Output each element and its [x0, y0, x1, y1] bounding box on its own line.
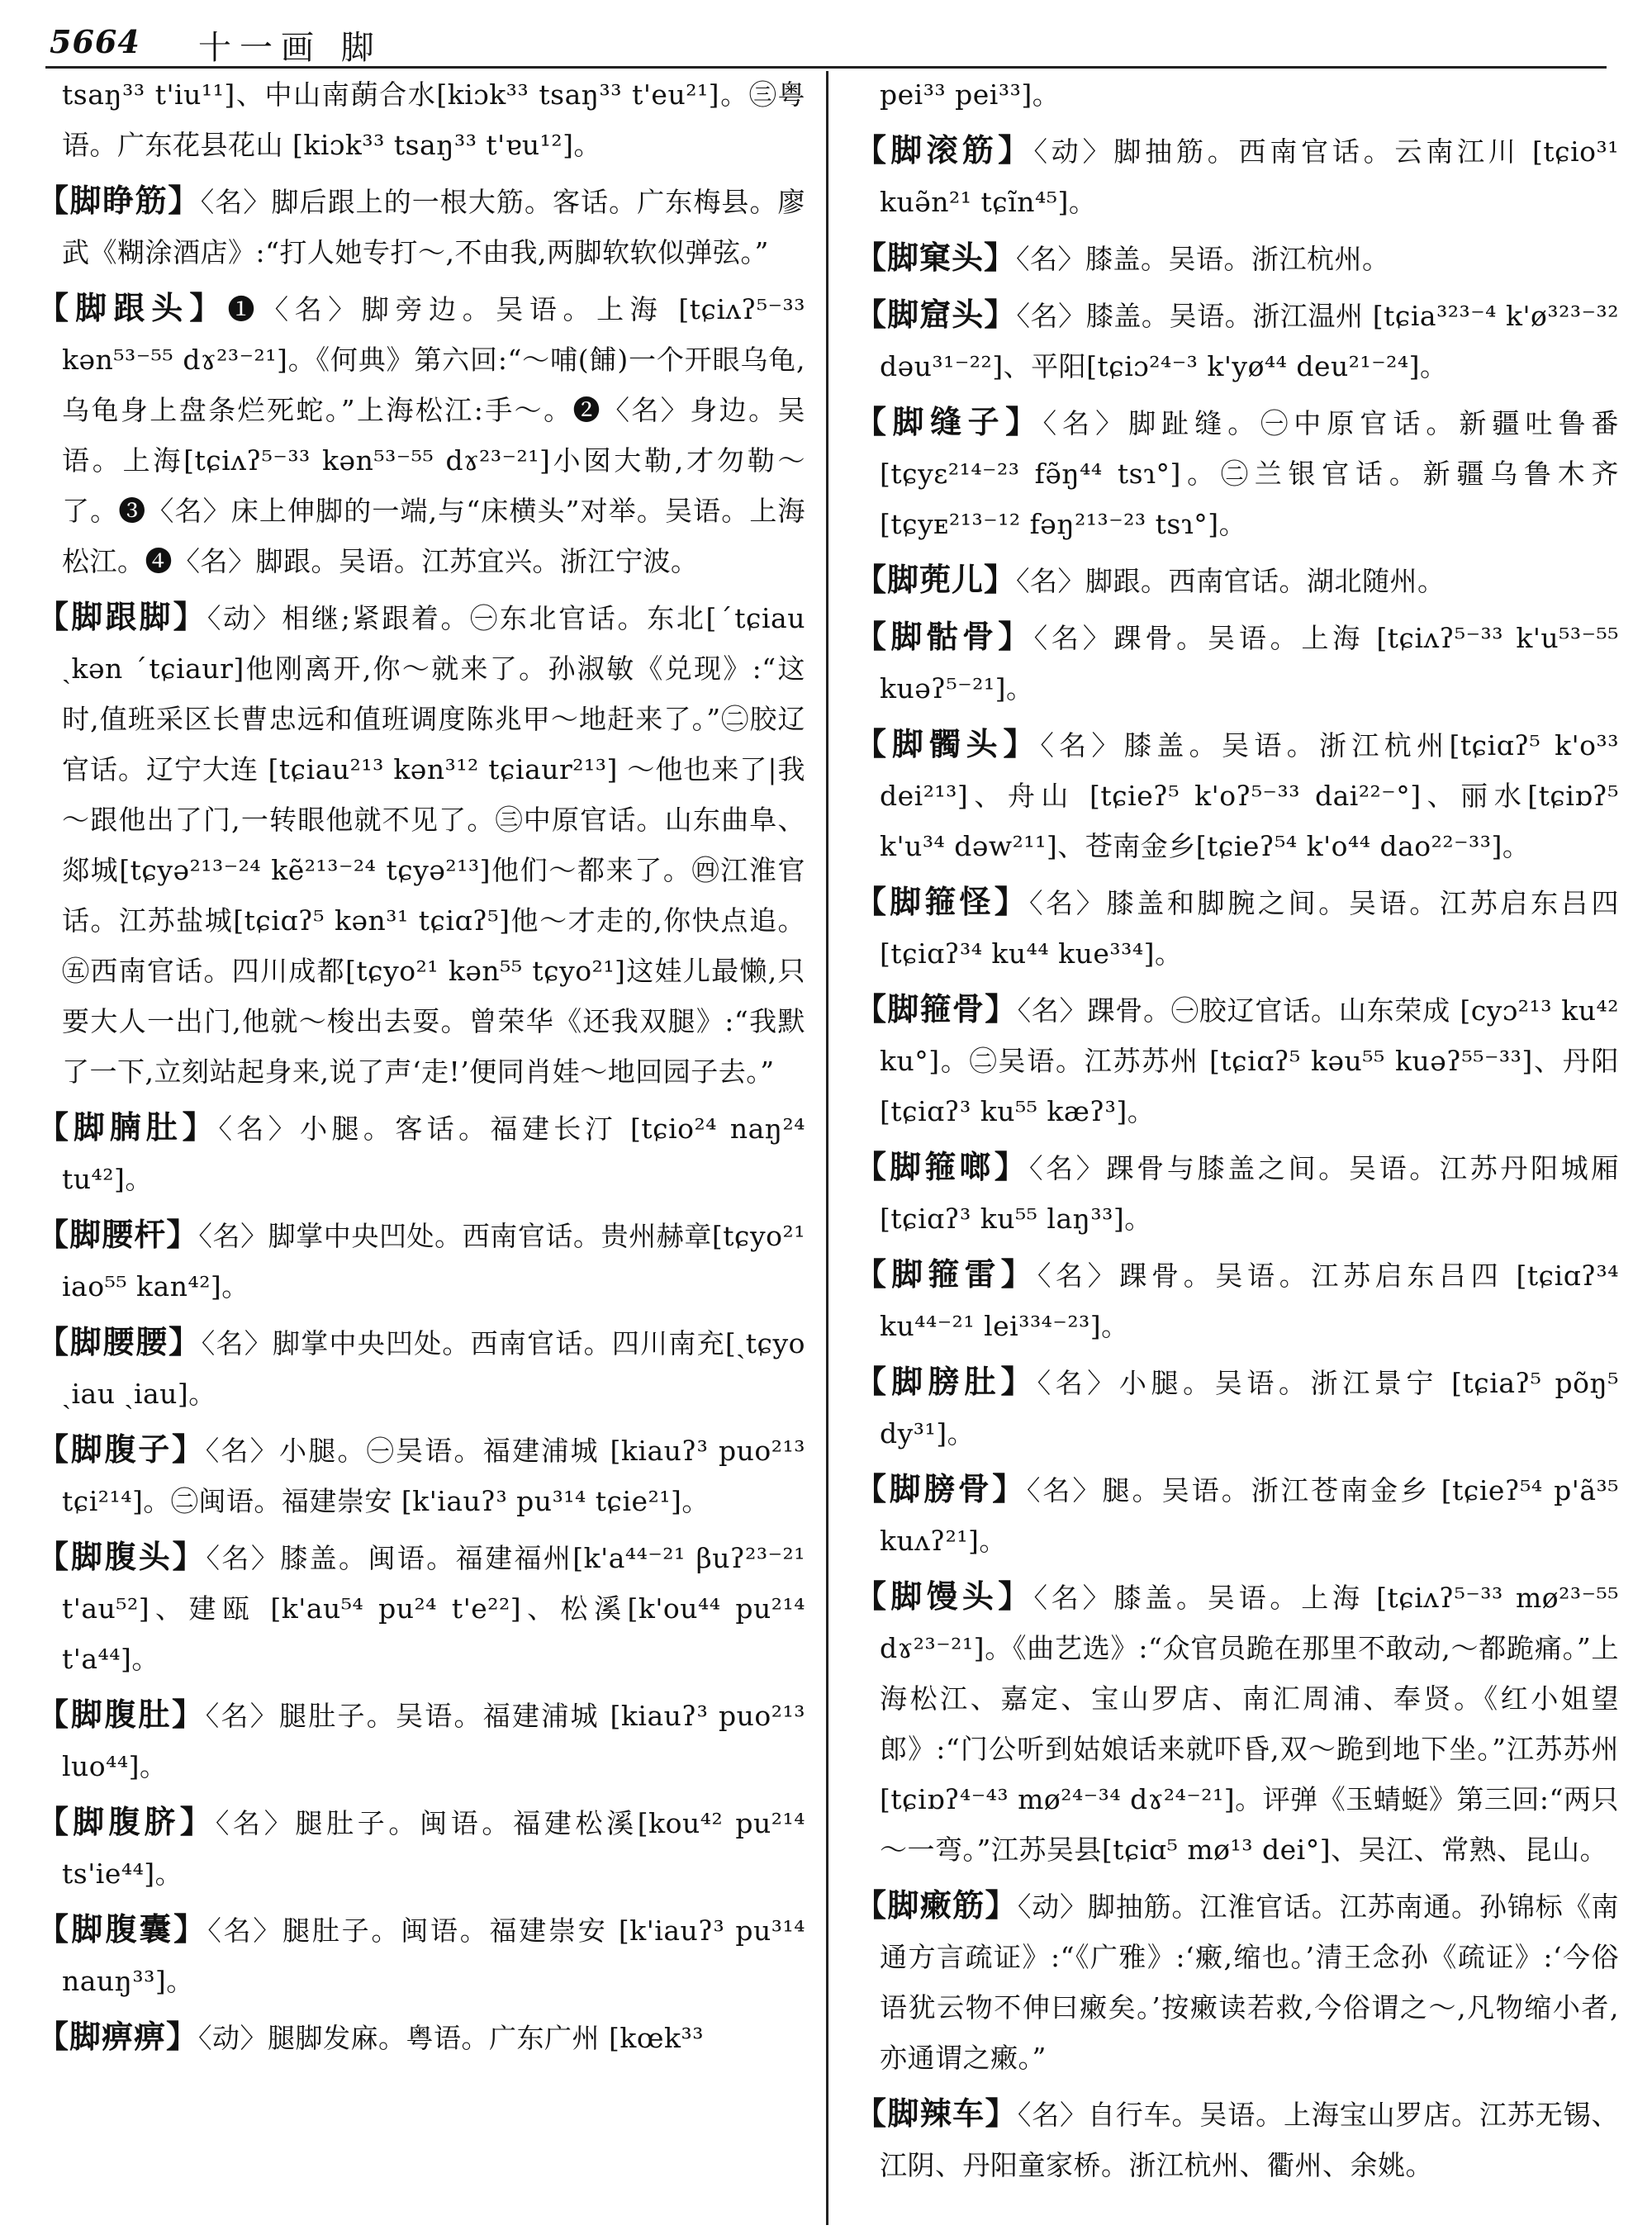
entry-continuation	[37, 69, 805, 170]
entry-definition: 〈动〉脚抽筋。江淮官话。江苏南通。孙锦标《南通方言疏证》:“《广雅》:‘瘷,缩也。’清王念孙《疏证》:‘今俗语犹云物不伸曰瘷矣。’按瘷读若救,今俗谓之～,凡物缩小者,亦通谓之瘷。”	[880, 1891, 1619, 2074]
entry-headword: 【脚腹头】	[37, 1538, 206, 1575]
dictionary-entry	[855, 1571, 1619, 1875]
entry-continuation	[855, 69, 1619, 120]
entry-headword: 【脚滚筋】	[855, 131, 1034, 168]
entry-headword: 【脚窟头】	[855, 296, 1017, 333]
entry-headword: 【脚蔸儿】	[855, 561, 1017, 598]
dictionary-entry	[37, 282, 805, 586]
dictionary-entry	[855, 1356, 1619, 1459]
page-header	[45, 15, 1607, 69]
entry-definition: 〈名〉自行车。吴语。上海宝山罗店。江苏无锡、江阴、丹阳童家桥。浙江杭州、衢州、余姚。	[880, 2099, 1619, 2181]
entry-headword: 【脚箍骨】	[855, 990, 1018, 1027]
entry-definition: 〈动〉腿脚发麻。粤语。广东广州 [kœk³³	[198, 2022, 704, 2054]
dictionary-entry	[37, 1796, 805, 1899]
dictionary-entry	[855, 876, 1619, 979]
entry-headword: 【脚箍啷】	[855, 1148, 1029, 1185]
dictionary-entry	[855, 1464, 1619, 1566]
dictionary-entry	[855, 554, 1619, 606]
entry-headword: 【脚腩肚】	[37, 1108, 219, 1146]
entry-definition: 〈名〉腿。吴语。浙江苍南金乡 [tɕieʔ⁵⁴ p'ã³⁵ kuʌʔ²¹]。	[880, 1474, 1619, 1557]
left-column	[37, 69, 805, 2225]
entry-headword: 【脚腹囊】	[37, 1910, 208, 1948]
entry-definition: ❶〈名〉脚旁边。吴语。上海 [tɕiʌʔ⁵⁻³³ kən⁵³⁻⁵⁵ dɤ²³⁻²¹]。《何典》第六回:“～哺(餔)一个开眼乌龟,乌龟身上盘条烂死蛇。”上海松江:手～。❷〈名〉身边。吴语。上海[tɕiʌʔ⁵⁻³³ kən⁵³⁻⁵⁵ dɤ²³⁻²¹]小囡大勒,才勿勒～了。❸〈名〉床上伸脚的一端,与“床横头”对举。吴语。上海松江。❹〈名〉脚跟。吴语。江苏宜兴。浙江宁波。	[62, 293, 805, 577]
entry-definition: 〈名〉膝盖。吴语。上海 [tɕiʌʔ⁵⁻³³ mø²³⁻⁵⁵ dɤ²³⁻²¹]。《曲艺选》:“众官员跪在那里不敢动,～都跪痛。”上海松江、嘉定、宝山罗店、南汇周浦、奉贤。《红小姐望郎》:“门公听到姑娘话来就吓昏,双～跪到地下坐。”江苏苏州 [tɕiɒʔ⁴⁻⁴³ mø²⁴⁻³⁴ dɤ²⁴⁻²¹]。评弹《玉蜻蜓》第三回:“两只～一弯。”江苏吴县[tɕiɑ⁵ mø¹³ dei°]、吴江、常熟、昆山。	[880, 1582, 1619, 1866]
right-column	[855, 69, 1619, 2225]
dictionary-entry	[37, 1904, 805, 2006]
entry-headword: 【脚跟脚】	[37, 598, 207, 635]
dictionary-entry	[37, 1689, 805, 1791]
entry-headword: 【脚腹脐】	[37, 1803, 216, 1840]
entry-definition: 〈名〉踝骨。㊀胶辽官话。山东荣成 [cyɔ²¹³ ku⁴² ku°]。㊁吴语。江苏苏州 [tɕiɑʔ⁵ kəu⁵⁵ kuəʔ⁵⁵⁻³³]、丹阳 [tɕiɑʔ³ ku⁵⁵ kæʔ³]。	[880, 994, 1619, 1127]
section-title: 十一画 脚	[198, 29, 382, 67]
entry-definition: 〈名〉小腿。吴语。浙江景宁 [tɕiaʔ⁵ põŋ⁵ dy³¹]。	[880, 1367, 1619, 1450]
entry-headword: 【脚窠头】	[855, 239, 1017, 276]
dictionary-entry	[855, 232, 1619, 284]
entry-headword: 【脚痹痹】	[37, 2018, 199, 2055]
entry-definition: 〈名〉膝盖。闽语。福建福州[k'a⁴⁴⁻²¹ βuʔ²³⁻²¹ t'au⁵²]、建瓯 [k'au⁵⁴ pu²⁴ t'e²²]、松溪[k'ou⁴⁴ pu²¹⁴ t'a⁴⁴]。	[62, 1542, 805, 1675]
entry-definition: tsaŋ³³ t'iu¹¹]、中山南蓢合水[kiɔk³³ tsaŋ³³ t'eu²¹]。㊂粤语。广东花县花山 [kiɔk³³ tsaŋ³³ t'ɐu¹²]。	[62, 78, 805, 161]
entry-headword: 【脚瘷筋】	[855, 1886, 1018, 1924]
entry-definition: 〈名〉膝盖。吴语。浙江杭州[tɕiɑʔ⁵ k'o³³ dei²¹³]、舟山 [tɕieʔ⁵ k'oʔ⁵⁻³³ dai²²⁻°]、丽水[tɕiɒʔ⁵ k'u³⁴ dəw²¹¹]、苍南金乡[tɕieʔ⁵⁴ k'o⁴⁴ dao²²⁻³³]。	[880, 729, 1619, 862]
entry-definition: 〈名〉脚后跟上的一根大筋。客话。广东梅县。廖武《糊涂酒店》:“打人她专打～,不由我,两脚软软似弹弦。”	[62, 186, 805, 268]
entry-headword: 【脚箍怪】	[855, 883, 1029, 920]
entry-definition: 〈名〉腿肚子。闽语。福建松溪[kou⁴² pu²¹⁴ ts'ie⁴⁴]。	[62, 1807, 805, 1890]
page-number: 5664	[50, 23, 140, 60]
dictionary-entry	[855, 2088, 1619, 2190]
entry-definition: 〈名〉踝骨。吴语。上海 [tɕiʌʔ⁵⁻³³ k'u⁵³⁻⁵⁵ kuəʔ⁵⁻²¹]。	[880, 622, 1619, 705]
entry-headword: 【脚跟头】	[37, 289, 228, 326]
entry-definition: 〈名〉膝盖和脚腕之间。吴语。江苏启东吕四 [tɕiɑʔ³⁴ ku⁴⁴ kue³³⁴]。	[880, 887, 1619, 970]
entry-definition: 〈名〉腿肚子。闽语。福建崇安 [k'iauʔ³ pu³¹⁴ nauŋ³³]。	[62, 1914, 805, 1997]
dictionary-entry	[855, 125, 1619, 227]
entry-definition: 〈动〉相继;紧跟着。㊀东北官话。东北[ˊtɕiau ˏkən ˊtɕiaur]他刚离开,你～就来了。孙淑敏《兑现》:“这时,值班采区长曹忠远和值班调度陈兆甲～地赶来了。”㊁胶辽官话。辽宁大连 [tɕiau²¹³ kən³¹² tɕiaur²¹³] ～他也来了|我～跟他出了门,一转眼他就不见了。㊂中原官话。山东曲阜、郯城[tɕyə²¹³⁻²⁴ kẽ²¹³⁻²⁴ tɕyə²¹³]他们～都来了。㊃江淮官话。江苏盐城[tɕiɑʔ⁵ kən³¹ tɕiɑʔ⁵]他～才走的,你快点追。㊄西南官话。四川成都[tɕyo²¹ kən⁵⁵ tɕyo²¹]这娃儿最懒,只要大人一出门,他就～梭出去耍。曾荣华《还我双腿》:“我默了一下,立刻站起身来,说了声‘走!’便同肖娃～地回园子去。”	[62, 602, 805, 1088]
dictionary-entry	[37, 1102, 805, 1204]
entry-headword: 【脚腰腰】	[37, 1323, 202, 1360]
entry-definition: 〈名〉腿肚子。吴语。福建浦城 [kiauʔ³ puo²¹³ luo⁴⁴]。	[62, 1700, 805, 1782]
entry-definition: 〈名〉小腿。㊀吴语。福建浦城 [kiauʔ³ puo²¹³ tɕi²¹⁴]。㊁闽语。福建崇安 [k'iauʔ³ pu³¹⁴ tɕie²¹]。	[62, 1435, 805, 1517]
entry-definition: 〈名〉膝盖。吴语。浙江杭州。	[1016, 243, 1390, 275]
entry-headword: 【脚缝子】	[855, 403, 1043, 440]
entry-headword: 【脚膀骨】	[855, 1470, 1027, 1507]
entry-definition: 〈名〉脚趾缝。㊀中原官话。新疆吐鲁番[tɕyɛ²¹⁴⁻²³ fə̃ŋ⁴⁴ tsɿ°]。㊁兰银官话。新疆乌鲁木齐[tɕyᴇ²¹³⁻¹² fəŋ²¹³⁻²³ tsɿ°]。	[880, 407, 1619, 540]
dictionary-entry	[37, 1209, 805, 1312]
entry-definition: 〈名〉踝骨与膝盖之间。吴语。江苏丹阳城厢 [tɕiɑʔ³ ku⁵⁵ laŋ³³]。	[880, 1152, 1619, 1235]
dictionary-entry	[37, 1424, 805, 1526]
entry-definition: 〈名〉膝盖。吴语。浙江温州 [tɕia³²³⁻⁴ k'ø³²³⁻³² dəu³¹⁻²²]、平阳[tɕiɔ²⁴⁻³ k'yø⁴⁴ deu²¹⁻²⁴]。	[880, 300, 1619, 382]
entry-headword: 【脚骷骨】	[855, 618, 1034, 655]
entry-definition: pei³³ pei³³]。	[880, 78, 1061, 111]
column-divider	[826, 71, 828, 2225]
entry-definition: 〈名〉脚掌中央凹处。西南官话。贵州赫章[tɕyo²¹ iao⁵⁵ kan⁴²]。	[62, 1220, 805, 1302]
entry-headword: 【脚箍雷】	[855, 1255, 1037, 1293]
entry-definition: 〈名〉脚掌中央凹处。西南官话。四川南充[ˏtɕyo ˏiau ˏiau]。	[62, 1327, 805, 1410]
dictionary-entry	[855, 1249, 1619, 1351]
dictionary-entry	[855, 984, 1619, 1136]
dictionary-entry	[855, 289, 1619, 391]
entry-headword: 【脚髑头】	[855, 725, 1041, 762]
entry-headword: 【脚膀肚】	[855, 1363, 1037, 1400]
entry-definition: 〈名〉踝骨。吴语。江苏启东吕四 [tɕiɑʔ³⁴ ku⁴⁴⁻²¹ lei³³⁴⁻²³]。	[880, 1260, 1619, 1342]
dictionary-entry	[37, 175, 805, 278]
entry-headword: 【脚腰杆】	[37, 1216, 199, 1253]
entry-definition: 〈名〉小腿。客话。福建长汀 [tɕio²⁴ naŋ²⁴ tu⁴²]。	[62, 1113, 805, 1195]
entry-definition: 〈动〉脚抽筋。西南官话。云南江川 [tɕio³¹ kuə̃n²¹ tɕĩn⁴⁵]。	[880, 135, 1619, 218]
dictionary-entry	[855, 1880, 1619, 2083]
dictionary-entry	[855, 719, 1619, 871]
entry-headword: 【脚辣车】	[855, 2095, 1018, 2132]
entry-definition: 〈名〉脚跟。西南官话。湖北随州。	[1016, 565, 1446, 597]
dictionary-entry	[855, 1141, 1619, 1244]
dictionary-entry	[855, 611, 1619, 714]
entry-headword: 【脚腹子】	[37, 1431, 206, 1468]
dictionary-entry	[37, 1531, 805, 1684]
entry-headword: 【脚馒头】	[855, 1578, 1034, 1615]
entry-headword: 【脚腹肚】	[37, 1696, 206, 1733]
dictionary-entry	[37, 1317, 805, 1419]
dictionary-entry	[37, 2011, 805, 2063]
entry-headword: 【脚睁筋】	[37, 182, 201, 219]
dictionary-entry	[855, 396, 1619, 549]
dictionary-entry	[37, 591, 805, 1097]
